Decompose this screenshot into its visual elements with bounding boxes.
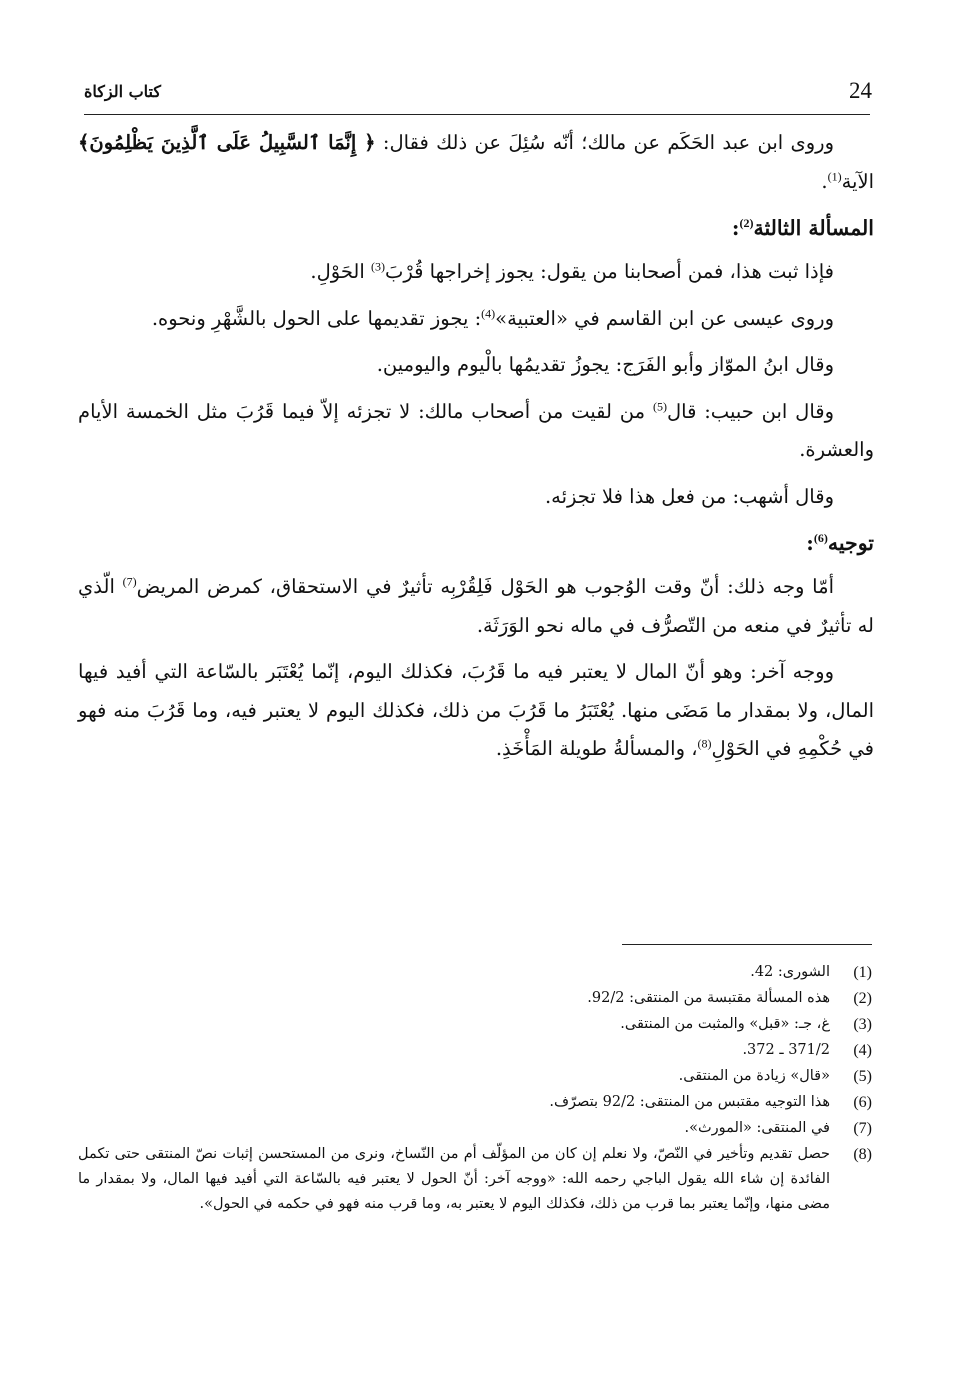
footnote-text: «قال» زيادة من المنتقى. [678, 1068, 830, 1084]
section-heading [78, 209, 874, 247]
footnote-ref: (2) [739, 216, 754, 231]
footnote-text: غ، جـ: «قبل» والمثبت من المنتقى. [620, 1016, 830, 1032]
footnote [78, 960, 872, 985]
main-text [78, 124, 874, 777]
footnote [78, 1090, 872, 1115]
footnote-text: حصل تقديم وتأخير في النّصّ، ولا نعلم إن كان من المؤلّف أم من النّساخ، ونرى من المستحسن إثبات نصّ المنتقى حتى تكمل الفائدة إن شاء الله يقول الباجي رحمه الله: «ووجه آخر: أنّ الحول لا يعتبر فيه بالسّاعة التي أفيد فيها المال، ولا بمقدار ما مضى منها، وإنّما يعتبر بما قرب من ذلك، فكذلك اليوم لا يعتبر به، وما قرب منه فهو في حكمه في الحول». [78, 1146, 830, 1212]
page-number: 24 [849, 78, 872, 103]
footnote [78, 1012, 872, 1037]
paragraph-text: وقال ابن حبيب: قال [666, 399, 835, 423]
section-heading [78, 524, 874, 562]
paragraph [78, 568, 874, 645]
paragraph-text: الآية [841, 169, 874, 193]
paragraph: وقال ابنُ الموّاز وأبو الفَرَج: يجوزُ تقديمُها بالْيوم واليومين. [376, 353, 834, 376]
paragraph-text: ووجه آخر: وهو أنّ المال لا يعتبر فيه ما قَرُبَ، فكذلك اليوم، إنّما يُعْتَبَر بالسّاعة التي أفيد فيها المال، ولا بمقدار ما مَضَى منها. يُعْتَبَرُ ما قَرُبَ من ذلك، فكذلك اليوم لا يعتبر فيه، وما قَرُبَ منه فهو في حُكْمِهِ في الحَوْلِ [78, 660, 874, 760]
footnote-ref: (7) [122, 574, 137, 589]
footnote-text: في المنتقى: «المورث». [684, 1120, 830, 1136]
paragraph-text: ، والمسألةُ طويلة المَأْخَذِ. [495, 737, 698, 760]
footnote-text: هذه المسألة مقتبسة من المنتقى: 92/2. [587, 990, 830, 1006]
footnote-ref: (4) [481, 306, 496, 320]
section-heading-text: المسألة الثالثة [753, 216, 874, 240]
heading-colon: : [731, 216, 740, 240]
footnote-text: هذا التوجيه مقتبس من المنتقى: 92/2 بتصرّف. [549, 1094, 830, 1110]
paragraph-text: فإذا ثبت هذا، فمن أصحابنا من يقول: يجوز إخراجها قُرْبَ [384, 260, 834, 283]
book-title: كتاب الزكاة [84, 82, 161, 101]
paragraph-text: : يجوز تقديمها على الحول بالشَّهْرِ ونحوه. [151, 306, 482, 330]
footnote-number: (5) [853, 1068, 872, 1085]
paragraph [78, 653, 874, 769]
paragraph [78, 300, 874, 339]
paragraph-text: وروى عيسى عن ابن القاسم في «العتبية» [495, 306, 834, 330]
footnote-ref: (5) [652, 399, 667, 413]
paragraph: وقال أشهب: من فعل هذا فلا تجزئه. [544, 484, 834, 508]
quran-verse: ﴿ إِنَّمَا ٱلسَّبِيلُ عَلَى ٱلَّذِينَ يَظْلِمُونَ﴾ [78, 131, 376, 154]
footnote-text: 371/2 ـ 372. [742, 1042, 830, 1058]
page-header [84, 78, 872, 112]
footnotes [78, 960, 872, 1218]
section-heading-text: توجيه [827, 531, 874, 555]
footnote-number: (2) [853, 990, 872, 1007]
footnote-ref: (3) [370, 259, 385, 274]
footnote-ref: (6) [813, 531, 828, 546]
footnote-number: (3) [853, 1016, 872, 1033]
paragraph-text: وروى ابن عبد الحَكَم عن مالك؛ أنّه سُئِلَ عن ذلك فقال: [375, 131, 835, 154]
paragraph-text: أمّا وجه ذلك: أنّ وقت الوُجوب هو الحَوْل فَلِقُرْبِه تأثيرٌ في الاستحقاق، كمرض المريض [136, 575, 834, 598]
paragraph [78, 253, 874, 292]
footnote-ref: (8) [697, 736, 712, 751]
footnote-separator [622, 944, 872, 945]
footnote [78, 1142, 872, 1217]
footnote [78, 1064, 872, 1089]
footnote-number: (1) [853, 964, 872, 981]
footnote-number: (6) [853, 1094, 872, 1111]
footnote-number: (7) [853, 1120, 872, 1137]
paragraph-text: الّذي له تأثيرٌ في منعه من التّصرُّف في ماله نحو الوَرَثَة. [78, 575, 874, 637]
footnote [78, 1038, 872, 1063]
footnote-text: الشورى: 42. [750, 964, 830, 980]
header-rule [84, 114, 870, 115]
heading-colon: : [806, 531, 814, 555]
paragraph: وروى ابن عبد الحَكَم عن مالك؛ أنّه سُئِلَ عن ذلك فقال: ﴿ إِنَّمَا ٱلسَّبِيلُ عَلَى ٱلَّذِينَ يَظْلِمُونَ﴾ الآية$^{(1)}$. [78, 131, 874, 193]
paragraph-text: من لقيت من أصحاب مالك: لا تجزئه إلاّ فيما قَرُبَ مثل الخمسة الأيام والعشرة. [78, 399, 874, 461]
footnote [78, 1116, 872, 1141]
paragraph [78, 393, 874, 470]
footnote [78, 986, 872, 1011]
paragraph-text: الحَوْلِ. [310, 260, 371, 283]
footnote-ref: (1) [827, 169, 842, 183]
footnote-number: (8) [853, 1146, 872, 1163]
footnote-number: (4) [853, 1042, 872, 1059]
